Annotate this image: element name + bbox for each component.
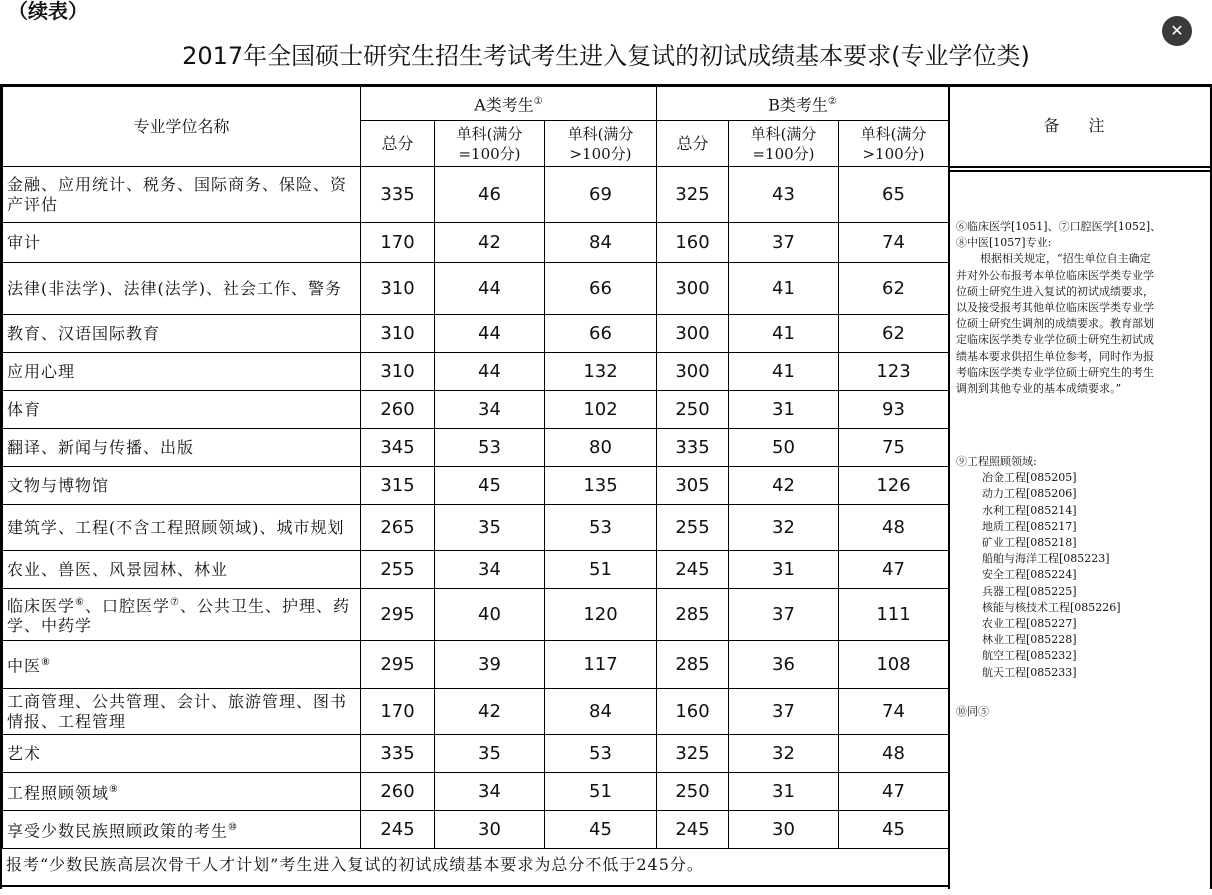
score-a-s100: 42 [435, 223, 545, 263]
score-a-total: 260 [361, 773, 435, 811]
score-b-sgt: 126 [839, 467, 949, 505]
header-a-single-100 [435, 121, 545, 167]
group-b-mark: ② [827, 95, 837, 107]
score-a-s100: 46 [435, 167, 545, 223]
note-line: 位硕士研究生调剂的成绩要求。教育部划 [956, 317, 1154, 331]
note-line: 根据相关规定，“招生单位自主确定 [980, 252, 1151, 266]
degree-name-cell [3, 811, 361, 849]
engineering-list [956, 470, 1206, 681]
score-b-s100: 30 [729, 811, 839, 849]
table-row [3, 735, 949, 773]
table-row [3, 773, 949, 811]
degree-name-cell [3, 263, 361, 315]
table-row [3, 315, 949, 353]
table-row [3, 429, 949, 467]
score-a-total: 245 [361, 811, 435, 849]
score-b-s100: 31 [729, 773, 839, 811]
score-a-s100: 34 [435, 773, 545, 811]
score-b-total: 250 [657, 773, 729, 811]
header-b-single-gt-line2: >100分) [862, 144, 925, 163]
score-a-total: 260 [361, 391, 435, 429]
engineering-item: 动力工程[085206] [982, 487, 1077, 501]
score-b-sgt: 62 [839, 263, 949, 315]
medical-note [956, 219, 1206, 397]
notes-column [948, 86, 1210, 889]
score-a-total: 255 [361, 551, 435, 589]
table-row [3, 353, 949, 391]
score-a-total: 345 [361, 429, 435, 467]
footnote-mark: ⑥ [75, 596, 85, 608]
header-b-single-gt-line1: 单科(满分 [860, 124, 927, 143]
score-a-total: 295 [361, 641, 435, 689]
score-b-sgt: 123 [839, 353, 949, 391]
table-row [3, 391, 949, 429]
engineering-item: 航空工程[085232] [982, 649, 1077, 663]
score-b-total: 300 [657, 353, 729, 391]
continued-label: （续表） [8, 0, 88, 23]
score-a-s100: 34 [435, 551, 545, 589]
score-b-total: 325 [657, 735, 729, 773]
score-b-total: 285 [657, 589, 729, 641]
score-a-sgt: 84 [545, 689, 657, 735]
degree-name-part: 临床医学 [7, 596, 76, 616]
score-a-total: 310 [361, 315, 435, 353]
engineering-item: 冶金工程[085205] [982, 471, 1077, 485]
score-a-s100: 44 [435, 315, 545, 353]
degree-name-cell [3, 315, 361, 353]
score-b-sgt: 65 [839, 167, 949, 223]
score-a-sgt: 53 [545, 735, 657, 773]
header-a-single-gt-line1: 单科(满分 [567, 124, 634, 143]
score-a-sgt: 69 [545, 167, 657, 223]
note-line: 绩基本要求供招生单位参考，同时作为报 [956, 349, 1154, 363]
note-line: 并对外公布报考本单位临床医学类专业学 [956, 268, 1154, 282]
score-a-total: 170 [361, 223, 435, 263]
score-a-sgt: 45 [545, 811, 657, 849]
engineering-item: 矿业工程[085218] [982, 536, 1077, 550]
score-a-sgt: 51 [545, 551, 657, 589]
score-b-sgt: 48 [839, 735, 949, 773]
score-b-sgt: 47 [839, 773, 949, 811]
score-b-s100: 41 [729, 353, 839, 391]
header-b-single-100-line1: 单科(满分 [750, 124, 817, 143]
page-title: 2017年全国硕士研究生招生考试考生进入复试的初试成绩基本要求(专业学位类) [182, 42, 1030, 70]
score-a-s100: 53 [435, 429, 545, 467]
engineering-note-title: ⑨工程照顾领域: [956, 455, 1037, 468]
score-b-total: 285 [657, 641, 729, 689]
score-a-s100: 45 [435, 467, 545, 505]
engineering-item: 水利工程[085214] [982, 503, 1077, 517]
note-line: 以及接受报考其他单位临床医学类专业学 [956, 301, 1154, 315]
score-b-s100: 31 [729, 391, 839, 429]
engineering-item: 林业工程[085228] [982, 633, 1077, 647]
header-a-single-gt-line2: >100分) [569, 144, 632, 163]
score-a-s100: 39 [435, 641, 545, 689]
score-b-sgt: 75 [839, 429, 949, 467]
engineering-item: 兵器工程[085225] [982, 584, 1077, 598]
score-a-sgt: 120 [545, 589, 657, 641]
score-a-sgt: 132 [545, 353, 657, 391]
score-b-s100: 32 [729, 505, 839, 551]
header-b-total: 总分 [657, 121, 729, 167]
score-a-s100: 35 [435, 505, 545, 551]
score-a-sgt: 53 [545, 505, 657, 551]
degree-name-cell [3, 505, 361, 551]
degree-name: 法律(非法学)、法律(法学)、社会工作、警务 [7, 278, 342, 298]
header-a-single-gt [545, 121, 657, 167]
score-b-sgt: 111 [839, 589, 949, 641]
degree-name: 工商管理、公共管理、会计、旅游管理、图书情报、工程管理 [7, 691, 348, 731]
score-b-total: 305 [657, 467, 729, 505]
table-row [3, 551, 949, 589]
score-b-total: 300 [657, 315, 729, 353]
score-a-total: 335 [361, 735, 435, 773]
header-group-b [657, 87, 949, 121]
score-a-s100: 42 [435, 689, 545, 735]
footnote-mark: ⑦ [170, 596, 180, 608]
close-icon[interactable]: ✕ [1162, 16, 1192, 46]
score-a-s100: 30 [435, 811, 545, 849]
note-line: ⑥临床医学[1051]、⑦口腔医学[1052]、 [956, 220, 1162, 233]
degree-name-cell [3, 223, 361, 263]
degree-name: 翻译、新闻与传播、出版 [7, 437, 195, 457]
score-b-total: 245 [657, 551, 729, 589]
score-a-sgt: 117 [545, 641, 657, 689]
score-b-s100: 36 [729, 641, 839, 689]
degree-name-cell [3, 773, 361, 811]
score-b-s100: 41 [729, 315, 839, 353]
score-a-sgt: 66 [545, 315, 657, 353]
engineering-note [956, 454, 1206, 681]
engineering-item: 核能与核技术工程[085226] [982, 600, 1121, 614]
score-b-sgt: 74 [839, 223, 949, 263]
score-b-s100: 31 [729, 551, 839, 589]
minority-note: ⑩同⑤ [956, 705, 989, 718]
score-a-s100: 35 [435, 735, 545, 773]
degree-name: 享受少数民族照顾政策的考生 [7, 821, 229, 841]
header-b-single-100 [729, 121, 839, 167]
degree-name: 建筑学、工程(不含工程照顾领域)、城市规划 [7, 517, 345, 537]
engineering-item: 航天工程[085233] [982, 665, 1077, 679]
note-line: 定临床医学类专业学位硕士研究生初试成 [956, 333, 1154, 347]
table-row [3, 263, 949, 315]
score-b-s100: 50 [729, 429, 839, 467]
score-table [2, 86, 949, 849]
note-line: 调剂到其他专业的基本成绩要求。” [956, 382, 1122, 396]
table-row [3, 505, 949, 551]
score-a-sgt: 102 [545, 391, 657, 429]
header-degree-name: 专业学位名称 [3, 87, 361, 167]
degree-name-cell [3, 735, 361, 773]
score-b-s100: 41 [729, 263, 839, 315]
score-b-sgt: 45 [839, 811, 949, 849]
score-b-sgt: 74 [839, 689, 949, 735]
score-b-s100: 37 [729, 589, 839, 641]
score-a-total: 265 [361, 505, 435, 551]
engineering-item: 船舶与海洋工程[085223] [982, 552, 1110, 566]
degree-name-cell [3, 353, 361, 391]
degree-name: 艺术 [7, 743, 42, 763]
score-a-sgt: 135 [545, 467, 657, 505]
degree-name: 应用心理 [7, 361, 76, 381]
score-b-sgt: 47 [839, 551, 949, 589]
notes-header: 备 注 [950, 86, 1210, 168]
engineering-item: 安全工程[085224] [982, 568, 1077, 582]
score-b-total: 245 [657, 811, 729, 849]
score-a-sgt: 80 [545, 429, 657, 467]
score-b-s100: 43 [729, 167, 839, 223]
degree-name: 中医 [7, 656, 42, 676]
degree-name-cell [3, 391, 361, 429]
score-b-s100: 37 [729, 223, 839, 263]
bottom-note: 报考“少数民族高层次骨干人才计划”考生进入复试的初试成绩基本要求为总分不低于245分。 [2, 847, 948, 887]
score-a-s100: 44 [435, 263, 545, 315]
header-a-single-100-line2: =100分) [458, 144, 521, 163]
header-a-total: 总分 [361, 121, 435, 167]
engineering-item: 农业工程[085227] [982, 617, 1077, 631]
degree-name-part: 、口腔医学 [84, 596, 170, 616]
degree-name: 审计 [7, 232, 42, 252]
degree-name: 体育 [7, 399, 42, 419]
degree-name: 教育、汉语国际教育 [7, 323, 161, 343]
score-b-s100: 32 [729, 735, 839, 773]
footnote-mark: ⑧ [41, 656, 51, 668]
degree-name: 工程照顾领域 [7, 783, 110, 803]
note-line: ⑧中医[1057]专业: [956, 236, 1052, 250]
notes-body [950, 170, 1210, 895]
score-b-total: 160 [657, 689, 729, 735]
footnote-mark: ⑨ [109, 783, 119, 795]
score-a-total: 335 [361, 167, 435, 223]
degree-name: 文物与博物馆 [7, 475, 110, 495]
header-a-single-100-line1: 单科(满分 [456, 124, 523, 143]
degree-name-cell [3, 551, 361, 589]
score-a-sgt: 84 [545, 223, 657, 263]
score-a-s100: 44 [435, 353, 545, 391]
table-row [3, 811, 949, 849]
degree-name: 农业、兽医、风景园林、林业 [7, 559, 229, 579]
score-b-total: 325 [657, 167, 729, 223]
table-row [3, 689, 949, 735]
score-a-total: 170 [361, 689, 435, 735]
degree-name: 金融、应用统计、税务、国际商务、保险、资产评估 [7, 174, 348, 214]
score-a-s100: 34 [435, 391, 545, 429]
score-b-total: 160 [657, 223, 729, 263]
degree-name-cell [3, 589, 361, 641]
score-b-sgt: 48 [839, 505, 949, 551]
table-row [3, 589, 949, 641]
table-row [3, 167, 949, 223]
score-a-sgt: 51 [545, 773, 657, 811]
degree-name-cell [3, 167, 361, 223]
table-row [3, 223, 949, 263]
score-b-sgt: 108 [839, 641, 949, 689]
degree-name-cell [3, 467, 361, 505]
score-b-s100: 42 [729, 467, 839, 505]
score-b-sgt: 93 [839, 391, 949, 429]
degree-name-cell [3, 641, 361, 689]
score-b-total: 255 [657, 505, 729, 551]
score-a-s100: 40 [435, 589, 545, 641]
score-a-total: 295 [361, 589, 435, 641]
table-row [3, 641, 949, 689]
score-b-total: 335 [657, 429, 729, 467]
footnote-mark: ⑩ [228, 821, 238, 833]
score-b-total: 300 [657, 263, 729, 315]
degree-name-cell [3, 689, 361, 735]
header-b-single-100-line2: =100分) [752, 144, 815, 163]
score-a-total: 310 [361, 353, 435, 391]
header-b-single-gt [839, 121, 949, 167]
table-row [3, 467, 949, 505]
score-b-sgt: 62 [839, 315, 949, 353]
note-line: 位硕士研究生进入复试的初试成绩要求， [956, 284, 1154, 298]
degree-name-cell [3, 429, 361, 467]
score-a-total: 310 [361, 263, 435, 315]
group-a-mark: ① [533, 95, 543, 107]
score-b-s100: 37 [729, 689, 839, 735]
note-line: 考临床医学类专业学位硕士研究生的考生 [956, 365, 1154, 379]
group-a-label: A类考生 [474, 95, 534, 115]
degree-name-part: 、公共卫生、护理、药学、中药学 [7, 596, 350, 636]
group-b-label: B类考生 [768, 95, 828, 115]
engineering-item: 地质工程[085217] [982, 519, 1077, 533]
score-a-sgt: 66 [545, 263, 657, 315]
score-b-total: 250 [657, 391, 729, 429]
header-group-a [361, 87, 657, 121]
score-a-total: 315 [361, 467, 435, 505]
